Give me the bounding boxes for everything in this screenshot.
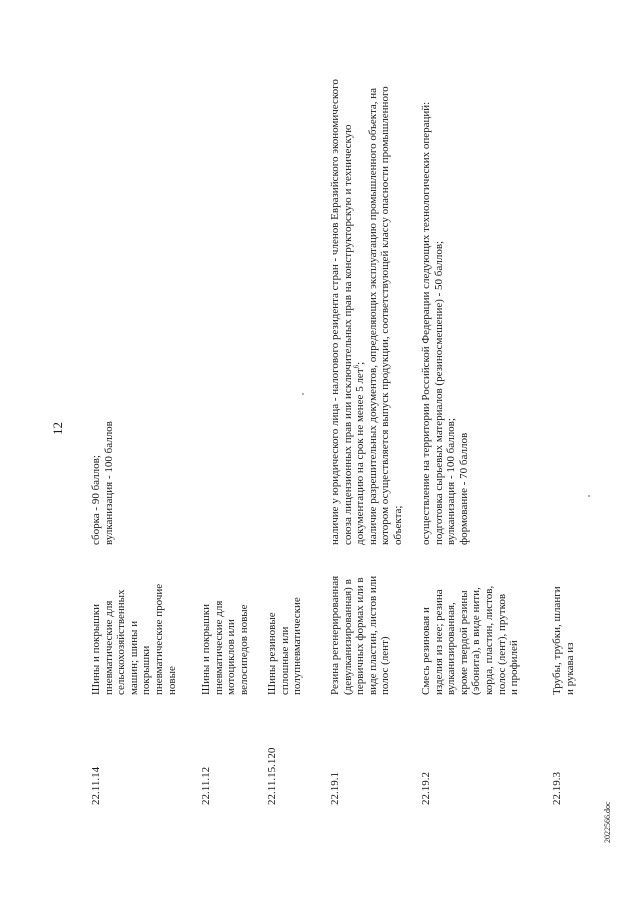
- product-name: Смесь резиновая и изделия из нее; резина вулканизированная, кроме твердой резины (эбонита), в виде нити, корда, пластин, листов, полос (лент), прутков и профилей: [420, 585, 521, 695]
- okpd-code: 22.11.14: [90, 766, 102, 805]
- doc-id: 2022566.doc: [603, 801, 612, 843]
- product-name: Шины и покрышки пневматические для сельскохозяйственных машин; шины и покрышки пневматические прочие новые: [90, 583, 178, 695]
- product-name: Резина регенерированная (девулканизированная) в первичных формах или в виде пластин, листов или полос (лент): [329, 575, 392, 695]
- scan-speck: [302, 393, 304, 395]
- requirements: наличие у юридического лица - налогового резидента стран - членов Евразийского экономического союза лицензионных прав или исключительных прав на конструкторскую и техническую документацию на срок не менее 5 лет$^6$; наличие разрешительных документов, определяющих эксплуатацию промышленного объекта, на котором осуществляется выпуск продукции, соответствующей классу опасности промышленного объекта;: [329, 79, 404, 545]
- product-name: Шины резиновые сплошные или полупневматические: [266, 597, 304, 695]
- okpd-code: 22.11.12: [200, 766, 212, 805]
- page-number: 12: [50, 422, 65, 435]
- product-name: Трубы, трубки, шланги и рукава из: [551, 586, 576, 695]
- requirements: сборка - 90 баллов; вулканизация - 100 баллов: [90, 421, 115, 545]
- okpd-code: 22.11.15.120: [266, 747, 278, 805]
- product-name: Шины и покрышки пневматические для мотоциклов или велосипедов новые: [200, 600, 250, 695]
- okpd-code: 22.19.3: [551, 772, 563, 805]
- requirements: осуществление на территории Российской Федерации следующих технологических операций: подготовка сырьевых материалов (резиносмешение) - 50 баллов; вулканизация - 100 баллов; формование - 70 баллов: [420, 101, 470, 545]
- okpd-code: 22.19.2: [420, 772, 432, 805]
- scan-speck: [588, 495, 590, 497]
- footnote-mark: 6: [352, 364, 361, 369]
- okpd-code: 22.19.1: [329, 772, 341, 805]
